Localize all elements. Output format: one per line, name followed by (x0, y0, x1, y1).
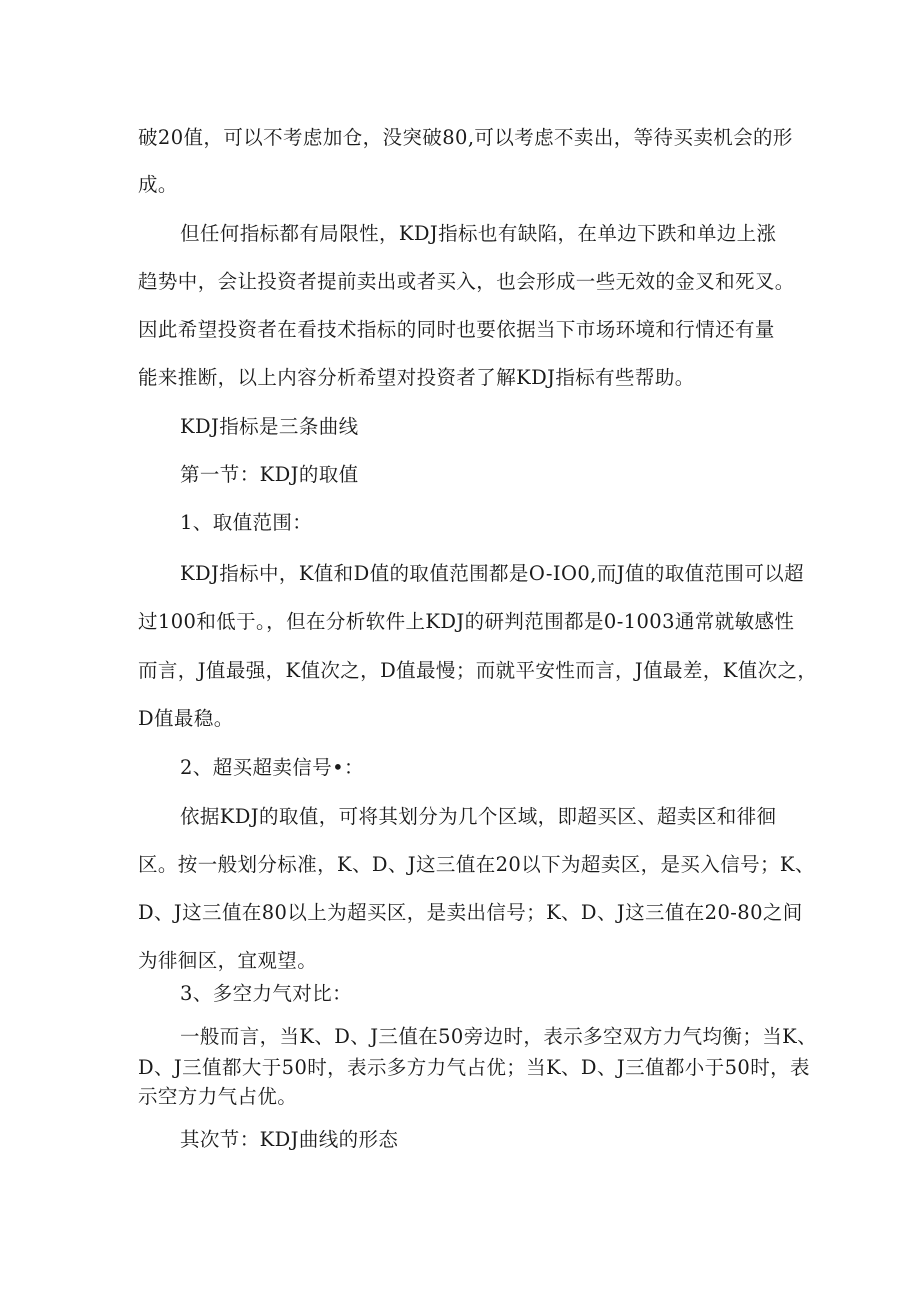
text-line: 因此希望投资者在看技术指标的同时也要依据当下市场环境和行情还有量 (138, 318, 775, 341)
text-line: KDJ指标中，K值和D值的取值范围都是O-IO0,而J值的取值范围可以超 (180, 562, 805, 585)
text-line: 依据KDJ的取值，可将其划分为几个区域，即超买区、超卖区和徘徊 (180, 805, 777, 828)
text-line: D值最稳。 (138, 707, 234, 730)
text-line: 为徘徊区，宜观望。 (138, 949, 318, 972)
subsection-heading: 1、取值范围： (180, 511, 313, 534)
section-heading: KDJ指标是三条曲线 (180, 415, 359, 438)
text-line: 但任何指标都有局限性，KDJ指标也有缺陷，在单边下跌和单边上涨 (180, 222, 777, 245)
text-line: 成。 (138, 173, 178, 196)
text-line: 过100和低于。，但在分析软件上KDJ的研判范围都是0-1003通常就敏感性 (138, 610, 795, 633)
subsection-heading: 3、多空力气对比： (180, 982, 353, 1005)
text-line: 趋势中，会让投资者提前卖出或者买入，也会形成一些无效的金叉和死叉。 (138, 270, 795, 293)
subsection-heading: 2、超买超卖信号•： (180, 756, 364, 779)
section-heading: 其次节：KDJ曲线的形态 (180, 1128, 399, 1151)
text-line: 示空方力气占优。 (138, 1085, 298, 1108)
section-heading: 第一节：KDJ的取值 (180, 463, 359, 486)
text-line: D、J三值都大于50时，表示多方力气占优；当K、D、J三值都小于50时，表 (138, 1056, 810, 1079)
text-line: D、J这三值在80以上为超买区，是卖出信号；K、D、J这三值在20-80之间 (138, 901, 803, 924)
text-line: 能来推断，以上内容分析希望对投资者了解KDJ指标有些帮助。 (138, 366, 695, 389)
text-line: 而言，J值最强，K值次之，D值最慢；而就平安性而言，J值最差，K值次之， (138, 659, 818, 682)
text-line: 破20值，可以不考虑加仓，没突破80,可以考虑不卖出，等待买卖机会的形 (138, 126, 793, 149)
text-line: 区。按一般划分标准，K、D、J这三值在20以下为超卖区，是买入信号；K、 (138, 853, 815, 876)
text-line: 一般而言，当K、D、J三值在50旁边时，表示多空双方力气均衡；当K、 (180, 1025, 818, 1048)
